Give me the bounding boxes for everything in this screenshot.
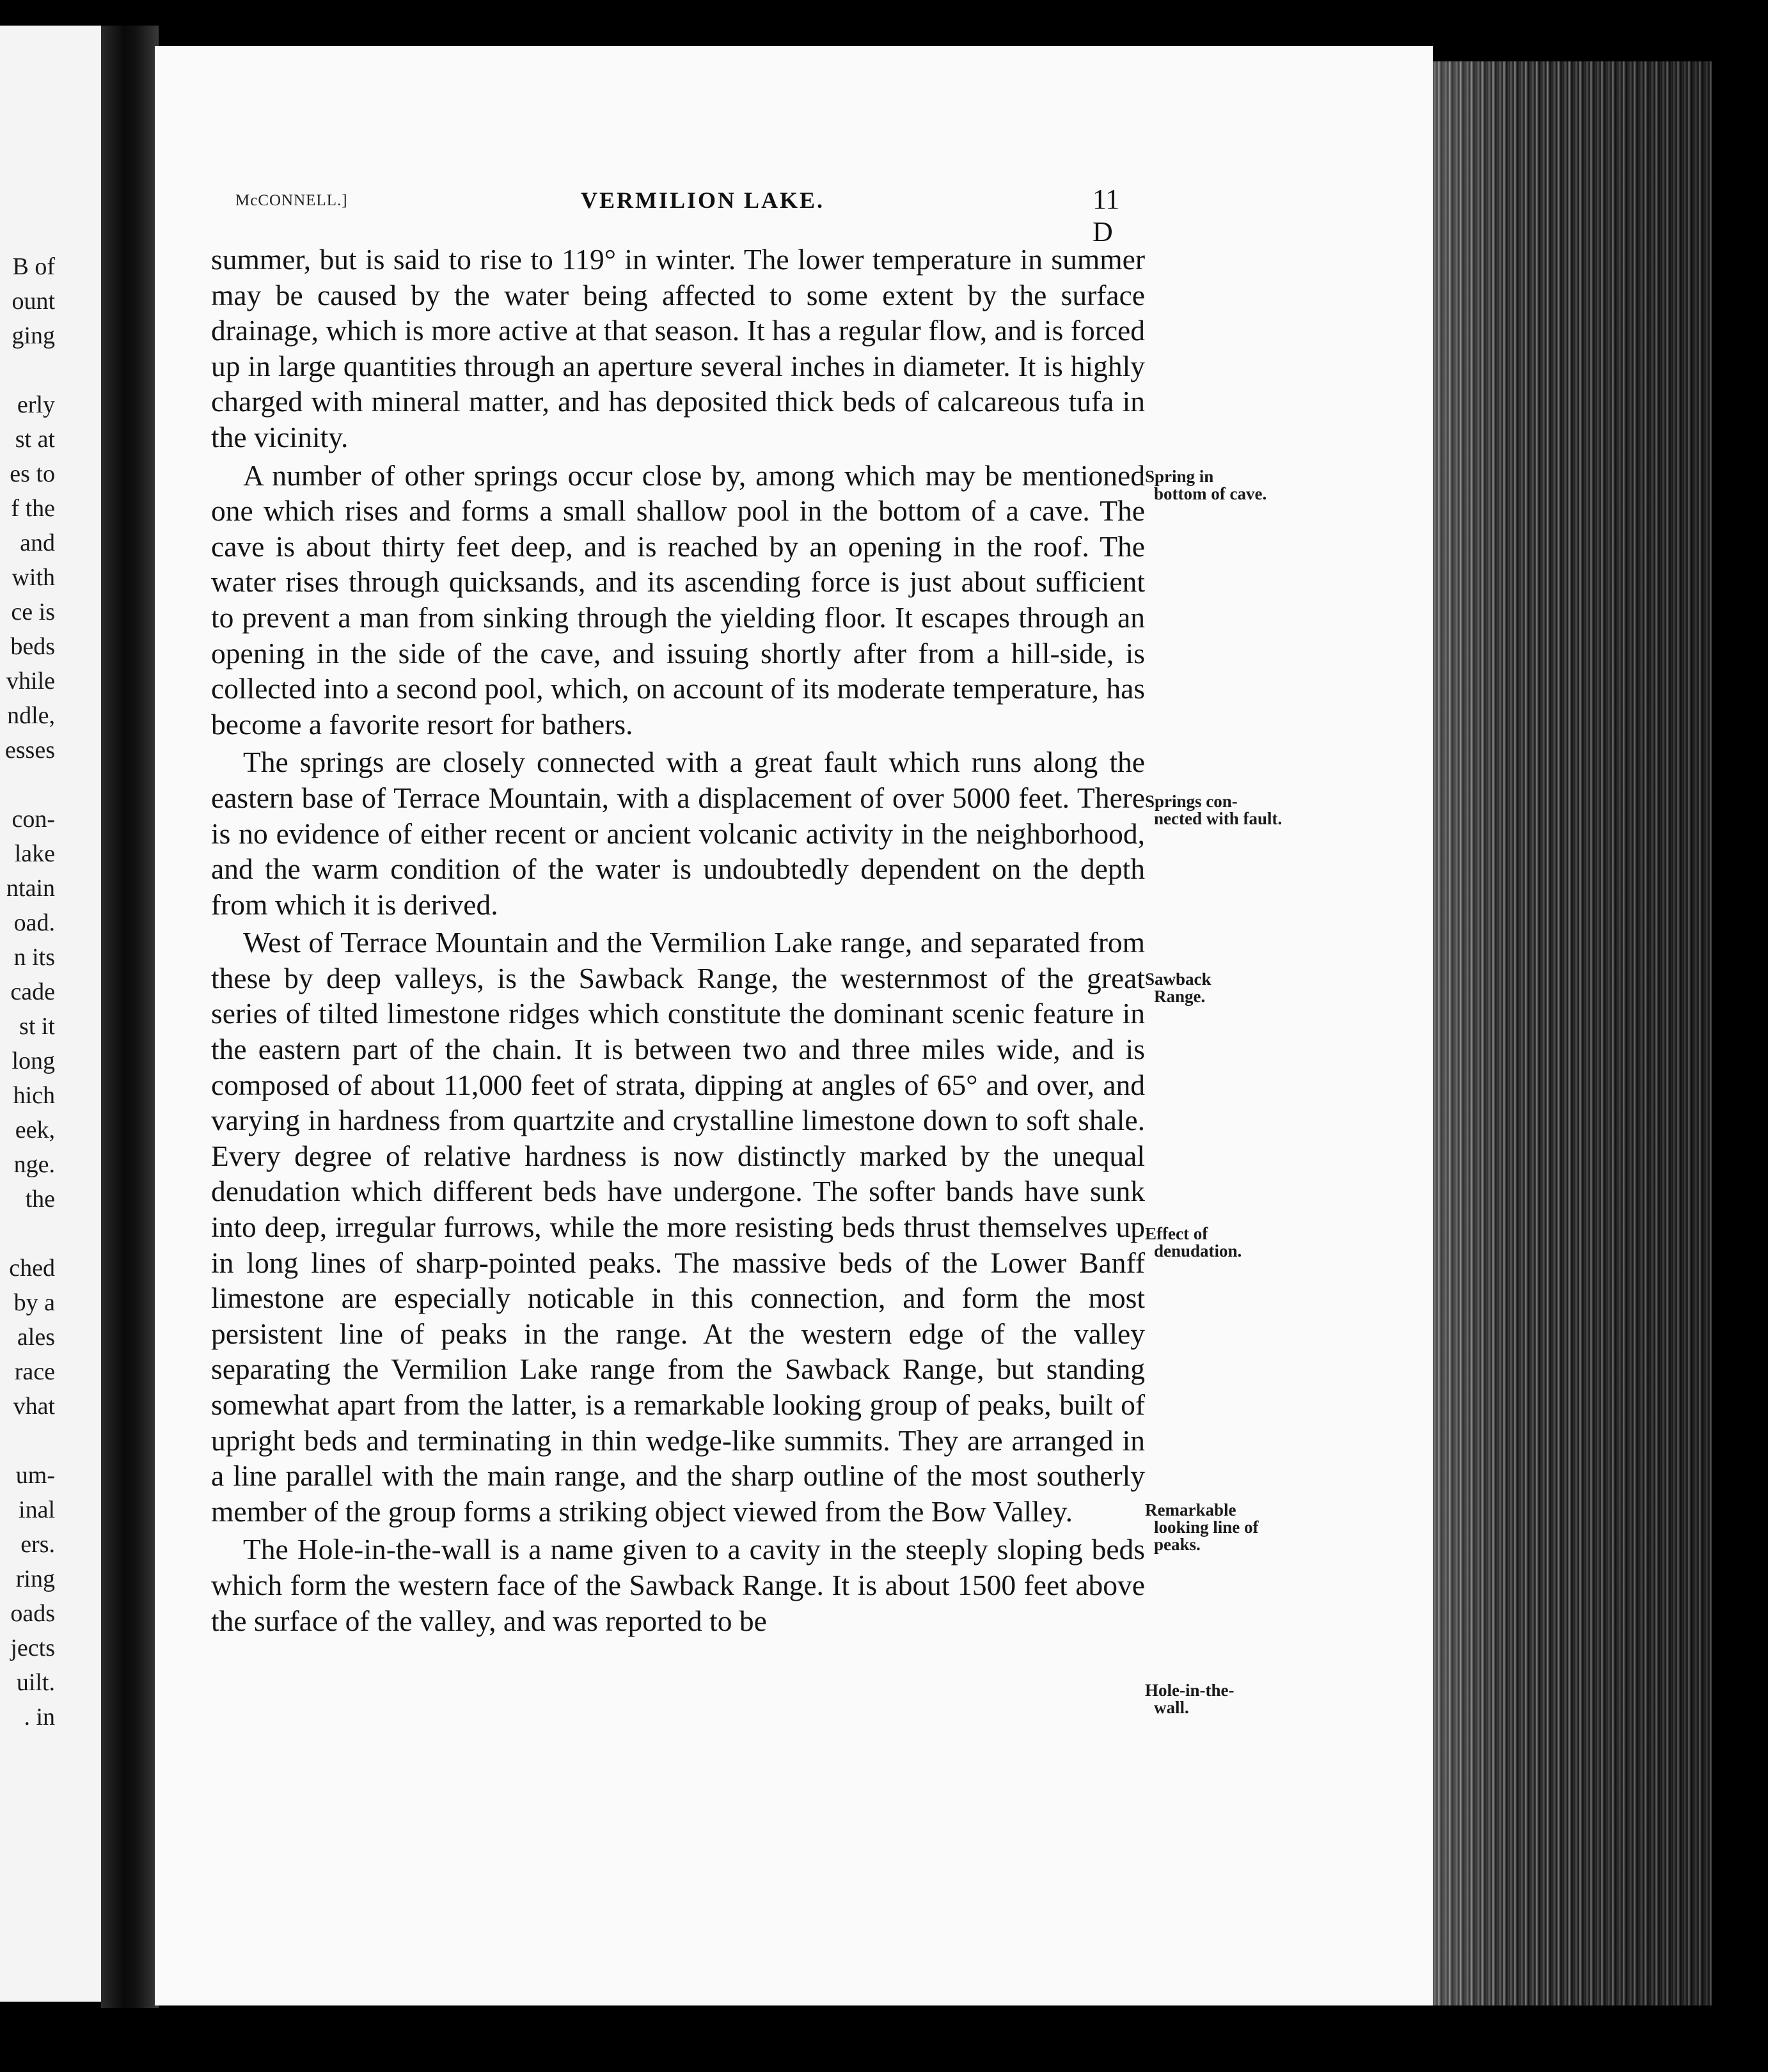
facing-page-fragment: long: [12, 1048, 55, 1074]
facing-page-fragment: oads: [10, 1600, 55, 1627]
facing-page-fragment: oad.: [13, 909, 55, 936]
facing-page-fragment: st it: [19, 1013, 55, 1040]
margin-note-line: looking line of peaks.: [1154, 1518, 1259, 1554]
margin-note-line: Effect of: [1145, 1224, 1208, 1243]
facing-page-fragment: st at: [15, 426, 55, 453]
margin-note: [1145, 1682, 1305, 1716]
facing-page-fragment: erly: [17, 391, 55, 418]
margin-note-line: bottom of cave.: [1154, 484, 1267, 503]
margin-note: [1145, 793, 1305, 828]
facing-page-fragment: by a: [13, 1289, 55, 1316]
facing-page-fragment: ce is: [11, 599, 55, 625]
margin-note-line: Hole-in-the-: [1145, 1681, 1235, 1700]
running-head-author: McCONNELL.]: [235, 192, 348, 209]
margin-note-line: denudation.: [1154, 1241, 1242, 1260]
facing-page-fragment: lake: [14, 840, 55, 867]
paragraph: West of Terrace Mountain and the Vermilion Lake range, and separated from these by deep valleys, is the Sawback Range, the westernmost of the great series of tilted limestone ridges which constitute the dominant scenic feature in the eastern part of the chain. It is between two and three miles wide, and is composed of about 11,000 feet of strata, dipping at angles of 65° and over, and varying in hardness from quartzite and crystalline limestone down to soft shale. Every degree of relative hardness is now distinctly marked by the unequal denudation which different beds have undergone. The softer bands have sunk into deep, irregular furrows, while the more resisting beds thrust themselves up in long lines of sharp-pointed peaks. The massive beds of the Lower Banff limestone are especially noticable in this connection, and form the most persistent line of peaks in the range. At the western edge of the valley separating the Vermilion Lake range from the Sawback Range, but standing somewhat apart from the latter, is a remarkable looking group of peaks, built of upright beds and terminating in thin wedge-like summits. They are arranged in a line parallel with the main range, and the sharp outline of the most southerly member of the group forms a striking object viewed from the Bow Valley.: [211, 926, 1145, 1528]
facing-page-fragment: es to: [10, 460, 55, 487]
margin-note: [1145, 971, 1305, 1005]
facing-page-fragment: jects: [10, 1635, 55, 1661]
facing-page-fragment: ging: [12, 322, 55, 349]
facing-page-fragment: esses: [4, 737, 55, 764]
facing-page-fragment: ndle,: [7, 702, 55, 729]
facing-page-fragment: cade: [10, 978, 55, 1005]
facing-page-fragment: eek,: [15, 1117, 55, 1143]
paragraph: summer, but is said to rise to 119° in winter. The lower temperature in summer may be caused by the water being affected to some extent by the surface drainage, which is more active at that season. It has a regular flow, and is forced up in large quantities through an aperture several inches in diameter. It is highly charged with mineral matter, and has deposited thick beds of calcareous tufa in the vicinity.: [211, 243, 1145, 453]
paragraph: A number of other springs occur close by, among which may be mentioned one which rises and forms a small shallow pool in the bottom of a cave. The cave is about thirty feet deep, and is reached by an opening in the roof. The water rises through quicksands, and its ascending force is just about sufficient to prevent a man from sinking through the yielding floor. It escapes through an opening in the side of the cave, and issuing shortly after from a hill-side, is collected into a second pool, which, on account of its moderate temperature, has become a favorite resort for bathers.: [211, 459, 1145, 741]
facing-page-fragment: vhile: [6, 668, 55, 695]
facing-page-fragment: nge.: [13, 1151, 55, 1178]
facing-page-fragment: f the: [11, 495, 55, 522]
paragraph: The Hole-in-the-wall is a name given to a cavity in the steeply sloping beds which form the western face of the Sawback Range. It is about 1500 feet above the surface of the valley, and was reported to be: [211, 1533, 1145, 1637]
facing-page-fragment: ched: [9, 1255, 55, 1282]
margin-note-line: Remarkable: [1145, 1500, 1236, 1519]
margin-note: [1145, 1225, 1305, 1260]
facing-page-fragment: uilt.: [16, 1669, 55, 1696]
paragraph: The springs are closely connected with a great fault which runs along the eastern base of Terrace Mountain, with a displacement of over 5000 feet. There is no evidence of either recent or ancient volcanic activity in the neighborhood, and the warm condition of the water is undoubtedly dependent on the depth from which it is derived.: [211, 746, 1145, 921]
facing-page-fragment: B of: [12, 253, 55, 280]
facing-page-fragment: vhat: [13, 1393, 55, 1420]
margin-note: [1145, 468, 1305, 503]
facing-page-fragment: . in: [24, 1704, 55, 1731]
facing-page-fragment: race: [14, 1358, 55, 1385]
facing-page-fragment: ales: [17, 1324, 55, 1351]
book-gutter: [101, 26, 159, 2008]
facing-page-fragment: um-: [15, 1462, 55, 1489]
margin-note-line: Range.: [1154, 987, 1206, 1006]
page-stack-shading: [1433, 61, 1712, 2005]
facing-page-fragment: inal: [19, 1496, 55, 1523]
running-head: [235, 184, 1144, 247]
facing-page-fragment: hich: [13, 1082, 55, 1109]
facing-page-fragment: n its: [13, 944, 55, 971]
facing-page-edge: [0, 26, 101, 2002]
margin-note-line: Spring in: [1145, 467, 1214, 486]
margin-note-line: wall.: [1154, 1698, 1189, 1717]
margin-note-line: Springs con-: [1145, 792, 1238, 811]
margin-note: [1145, 1502, 1305, 1553]
running-head-title: VERMILION LAKE.: [581, 187, 825, 213]
facing-page-fragment: ring: [15, 1566, 55, 1592]
facing-page-fragment: beds: [10, 633, 55, 660]
margin-note-line: Sawback: [1145, 969, 1212, 989]
facing-page-fragment: con-: [12, 806, 55, 833]
margin-note-line: nected with fault.: [1154, 809, 1283, 828]
body-text: [211, 242, 1145, 1638]
facing-page-fragment: the: [25, 1186, 55, 1213]
facing-page-fragment: and: [20, 530, 55, 556]
facing-page-fragment: ers.: [20, 1531, 55, 1558]
facing-page-fragment: ntain: [6, 875, 55, 902]
page-number: 11 D: [1093, 184, 1120, 247]
facing-page-fragment: with: [12, 564, 55, 591]
facing-page-fragment: ount: [12, 288, 55, 315]
